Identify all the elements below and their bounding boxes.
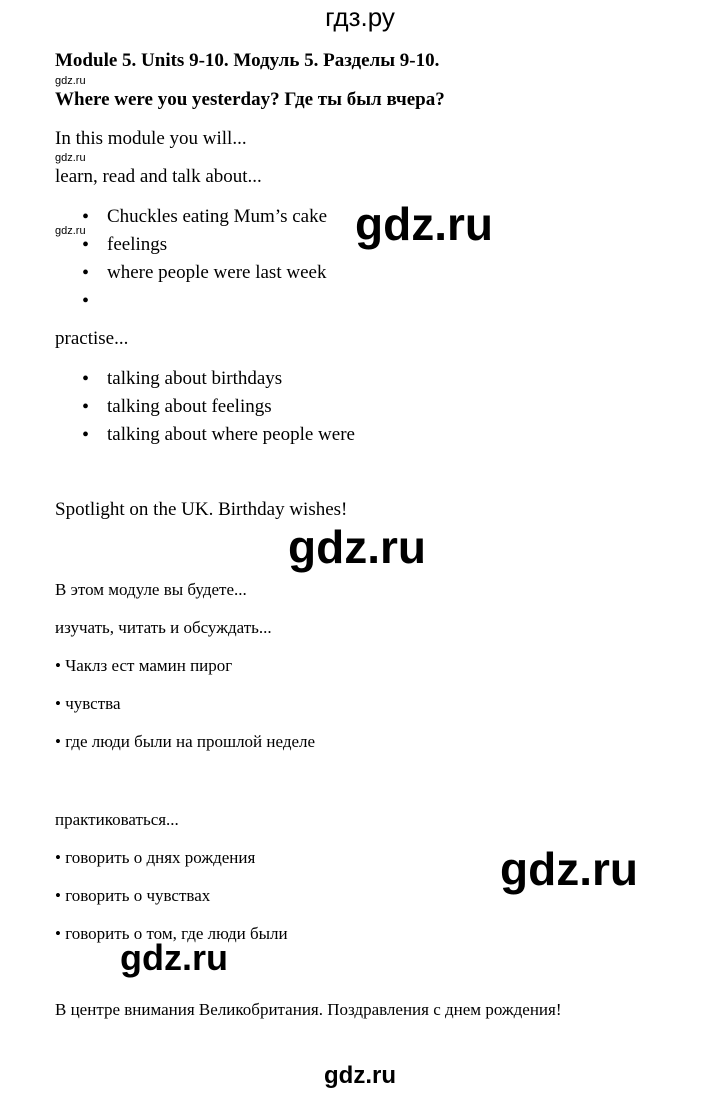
site-header[interactable]: гдз.ру <box>325 2 395 32</box>
page-title: Module 5. Units 9-10. Модуль 5. Разделы 9-10. <box>55 50 440 71</box>
list-item: • говорить о днях рождения <box>55 848 256 867</box>
watermark-large: gdz.ru <box>500 843 638 895</box>
list-item: • говорить о чувствах <box>55 886 211 905</box>
list-item: • feelings <box>55 231 327 259</box>
list-item: • where people were last week <box>55 259 327 287</box>
list-item: • говорить о том, где люди были <box>55 924 288 943</box>
list-item: • talking about where people were <box>55 421 355 449</box>
page-subtitle: Where were you yesterday? Где ты был вчера? <box>55 89 445 110</box>
list-item: • где люди были на прошлой неделе <box>55 732 316 751</box>
footer-watermark[interactable]: gdz.ru <box>324 1062 396 1089</box>
list-item: • чувства <box>55 694 121 713</box>
watermark-large: gdz.ru <box>288 521 426 573</box>
watermark-large: gdz.ru <box>120 937 228 978</box>
learn-heading-ru: изучать, читать и обсуждать... <box>55 618 272 637</box>
practise-heading: practise... <box>55 328 129 349</box>
intro-text: In this module you will... <box>55 128 247 149</box>
watermark-small: gdz.ru <box>55 75 86 87</box>
list-item: • talking about birthdays <box>55 365 355 393</box>
practise-list <box>55 365 355 449</box>
practise-heading-ru: практиковаться... <box>55 810 179 829</box>
watermark-small: gdz.ru <box>55 225 86 237</box>
learn-list <box>55 203 327 315</box>
watermark-small: gdz.ru <box>55 152 86 164</box>
watermark-large: gdz.ru <box>355 198 493 250</box>
list-item: • talking about feelings <box>55 393 355 421</box>
spotlight-text-ru: В центре внимания Великобритания. Поздравления с днем рождения! <box>55 1000 562 1019</box>
spotlight-text: Spotlight on the UK. Birthday wishes! <box>55 499 348 520</box>
list-item: • Chuckles eating Mum’s cake <box>55 203 327 231</box>
intro-text-ru: В этом модуле вы будете... <box>55 580 247 599</box>
learn-heading: learn, read and talk about... <box>55 166 262 187</box>
list-item <box>55 287 327 315</box>
list-item: • Чаклз ест мамин пирог <box>55 656 233 675</box>
